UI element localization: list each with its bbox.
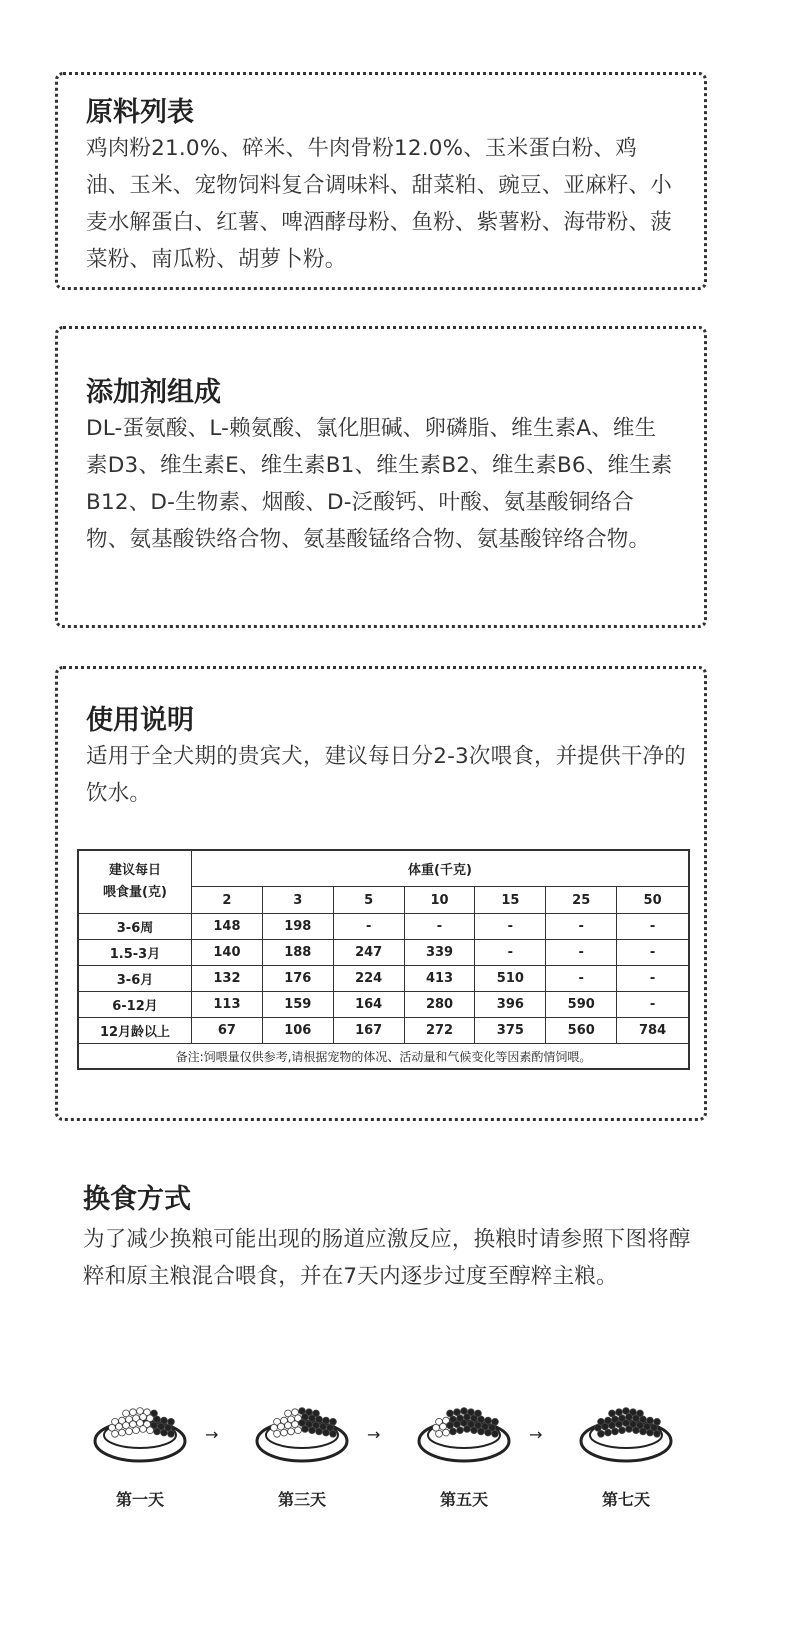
transition-section: [83, 1182, 703, 1295]
ingredients-title: 原料列表: [86, 97, 194, 128]
amount-cell: -: [617, 992, 689, 1018]
old-kibble: [147, 1427, 154, 1434]
amount-cell: 140: [192, 940, 263, 966]
old-kibble: [443, 1429, 450, 1436]
amount-cell: -: [475, 914, 546, 940]
food-bowl-icon: [254, 1395, 350, 1465]
new-kibble: [464, 1426, 471, 1433]
new-kibble: [640, 1428, 647, 1435]
age-cell: 3-6周: [78, 914, 192, 940]
new-kibble: [598, 1430, 605, 1437]
new-kibble: [612, 1428, 619, 1435]
additives-title: 添加剂组成: [86, 377, 221, 408]
arrow-right-icon: →: [367, 1425, 381, 1444]
new-kibble: [485, 1429, 492, 1436]
age-cell: 1.5-3月: [78, 940, 192, 966]
day-label: 第七天: [601, 1490, 650, 1509]
amount-cell: -: [546, 966, 617, 992]
old-kibble: [112, 1430, 119, 1437]
weight-col-header: 3: [262, 887, 333, 914]
arrow-right-icon: →: [529, 1425, 543, 1444]
new-kibble: [647, 1429, 654, 1436]
amount-cell: 247: [333, 940, 404, 966]
amount-cell: 67: [192, 1018, 263, 1044]
old-kibble: [274, 1430, 281, 1437]
table-note: 备注:饲喂量仅供参考,请根据宠物的体况、活动量和气候变化等因素酌情饲喂。: [78, 1044, 689, 1070]
new-kibble: [302, 1426, 309, 1433]
amount-cell: 280: [404, 992, 475, 1018]
amount-cell: 560: [546, 1018, 617, 1044]
day-step: [414, 1395, 514, 1510]
new-kibble: [605, 1429, 612, 1436]
age-cell: 3-6月: [78, 966, 192, 992]
new-kibble: [168, 1430, 175, 1437]
day-label: 第三天: [277, 1490, 326, 1509]
new-kibble: [492, 1430, 499, 1437]
new-kibble: [323, 1429, 330, 1436]
amount-cell: 272: [404, 1018, 475, 1044]
amount-cell: -: [404, 914, 475, 940]
amount-cell: -: [617, 914, 689, 940]
table-row: [78, 1018, 689, 1044]
new-kibble: [478, 1428, 485, 1435]
amount-cell: 113: [192, 992, 263, 1018]
amount-cell: -: [617, 940, 689, 966]
amount-cell: 396: [475, 992, 546, 1018]
additives-text: DL-蛋氨酸、L-赖氨酸、氯化胆碱、卵磷脂、维生素A、维生素D3、维生素E、维生素B1、维生素B2、维生素B6、维生素B12、D-生物素、烟酸、D-泛酸钙、叶酸、氨基酸铜络合物、氨基酸铁络合物、氨基酸锰络合物、氨基酸锌络合物。: [86, 416, 673, 553]
corner-line-1: 建议每日: [108, 863, 161, 878]
amount-cell: -: [546, 940, 617, 966]
weight-col-header: 25: [546, 887, 617, 914]
amount-cell: 132: [192, 966, 263, 992]
amount-cell: -: [475, 940, 546, 966]
corner-line-2: 喂食量(克): [103, 885, 167, 900]
new-kibble: [154, 1428, 161, 1435]
old-kibble: [126, 1428, 133, 1435]
day-step: [252, 1395, 352, 1510]
new-kibble: [330, 1430, 337, 1437]
weight-col-header: 15: [475, 887, 546, 914]
new-kibble: [626, 1426, 633, 1433]
new-kibble: [654, 1430, 661, 1437]
amount-cell: 198: [262, 914, 333, 940]
amount-cell: 590: [546, 992, 617, 1018]
ingredients-text: 鸡肉粉21.0%、碎米、牛肉骨粉12.0%、玉米蛋白粉、鸡油、玉米、宠物饲料复合调味料、甜菜粕、豌豆、亚麻籽、小麦水解蛋白、红薯、啤酒酵母粉、鱼粉、紫薯粉、海带粉、菠菜粉、南瓜粉、胡萝卜粉。: [86, 136, 672, 273]
table-row: [78, 992, 689, 1018]
amount-cell: -: [333, 914, 404, 940]
table-row: [78, 914, 689, 940]
transition-title: 换食方式: [83, 1184, 191, 1215]
new-kibble: [161, 1429, 168, 1436]
amount-cell: 510: [475, 966, 546, 992]
day-step: [90, 1395, 190, 1510]
day-step: [576, 1395, 676, 1510]
additives-card: [55, 326, 707, 628]
ingredients-card: [55, 72, 707, 290]
amount-cell: 188: [262, 940, 333, 966]
weight-header: 体重(千克): [192, 850, 690, 887]
weight-col-header: 2: [192, 887, 263, 914]
amount-cell: 224: [333, 966, 404, 992]
old-kibble: [295, 1427, 302, 1434]
transition-text: 为了减少换粮可能出现的肠道应激反应，换粮时请参照下图将醇粹和原主粮混合喂食，并在7天内逐步过度至醇粹主粮。: [83, 1227, 691, 1290]
new-kibble: [316, 1428, 323, 1435]
amount-cell: 176: [262, 966, 333, 992]
age-cell: 12月龄以上: [78, 1018, 192, 1044]
age-cell: 6-12月: [78, 992, 192, 1018]
old-kibble: [140, 1426, 147, 1433]
food-bowl-icon: [416, 1395, 512, 1465]
amount-cell: 148: [192, 914, 263, 940]
amount-cell: 339: [404, 940, 475, 966]
feeding-table: [77, 849, 690, 1070]
old-kibble: [133, 1427, 140, 1434]
transition-diagram: [90, 1395, 690, 1515]
new-kibble: [450, 1428, 457, 1435]
amount-cell: 164: [333, 992, 404, 1018]
arrow-right-icon: →: [205, 1425, 219, 1444]
usage-title: 使用说明: [86, 705, 194, 736]
weight-col-header: 50: [617, 887, 689, 914]
new-kibble: [309, 1427, 316, 1434]
amount-cell: -: [617, 966, 689, 992]
new-kibble: [633, 1427, 640, 1434]
old-kibble: [281, 1429, 288, 1436]
weight-col-header: 5: [333, 887, 404, 914]
new-kibble: [471, 1427, 478, 1434]
amount-cell: 159: [262, 992, 333, 1018]
old-kibble: [436, 1430, 443, 1437]
food-bowl-icon: [92, 1395, 188, 1465]
day-label: 第一天: [115, 1490, 164, 1509]
usage-text: 适用于全犬期的贵宾犬，建议每日分2-3次喂食，并提供干净的饮水。: [86, 744, 686, 807]
amount-cell: 375: [475, 1018, 546, 1044]
amount-cell: 413: [404, 966, 475, 992]
old-kibble: [119, 1429, 126, 1436]
usage-card: [55, 666, 707, 1121]
food-bowl-icon: [578, 1395, 674, 1465]
new-kibble: [457, 1427, 464, 1434]
amount-cell: 106: [262, 1018, 333, 1044]
amount-cell: 784: [617, 1018, 689, 1044]
new-kibble: [619, 1427, 626, 1434]
table-corner-header: [78, 850, 192, 914]
table-row: [78, 940, 689, 966]
old-kibble: [288, 1428, 295, 1435]
weight-col-header: 10: [404, 887, 475, 914]
table-row: [78, 966, 689, 992]
day-label: 第五天: [439, 1490, 488, 1509]
amount-cell: 167: [333, 1018, 404, 1044]
amount-cell: -: [546, 914, 617, 940]
